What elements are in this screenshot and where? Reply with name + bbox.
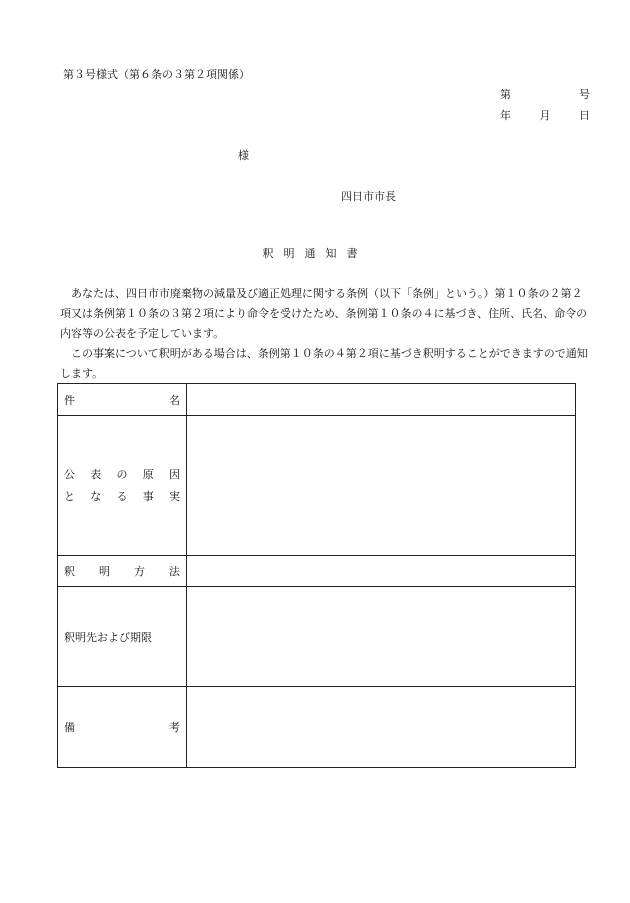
cause-label-line1: 公 表 の 原 因 [64,467,180,481]
number-prefix: 第 [500,88,511,101]
cause-cell[interactable] [187,416,576,556]
body-paragraph-1: あなたは、四日市市廃棄物の減量及び適正処理に関する条例（以下「条例」という。）第１０条の２第２項又は条例第１０条の３第２項により命令を受けたため、条例第１０条の４に基づき、住所、氏名、命令の内容等の公表を予定しています。 [60,287,588,340]
table-row-subject [58,384,576,416]
issuer-name: 四日市市長 [341,190,396,203]
method-label-text: 釈 明 方 法 [64,565,180,578]
cause-label-line2: と な る 事 実 [64,489,180,503]
method-cell[interactable] [187,556,576,587]
document-title: 釈明通知書 [262,247,368,260]
destination-label-text: 釈明先および期限 [64,630,152,644]
date-day: 日 [579,109,590,122]
number-suffix: 号 [579,88,590,101]
cause-label [58,416,187,556]
body-text [60,284,590,384]
subject-label-text: 件 名 [64,393,180,407]
remarks-cell[interactable] [187,687,576,768]
notice-table [57,383,576,768]
remarks-label-text: 備 考 [64,721,180,734]
table-row-cause [58,416,576,556]
date-year: 年 [500,109,511,122]
destination-cell[interactable] [187,587,576,687]
subject-cell[interactable] [187,384,576,416]
table-row-method [58,556,576,587]
table-row-remarks [58,687,576,768]
subject-label [58,384,187,416]
destination-label [58,587,187,687]
document-number-line [500,86,590,102]
date-month: 月 [539,109,551,122]
recipient-line: 様 [238,149,249,162]
form-number-label: 第３号様式（第６条の３第２項関係） [63,68,250,81]
body-paragraph-2: この事案について釈明がある場合は、条例第１０条の４第２項に基づき釈明することができますので通知します。 [60,347,588,380]
method-label [58,556,187,587]
table-row-destination [58,587,576,687]
date-line [500,107,590,123]
remarks-label [58,687,187,768]
